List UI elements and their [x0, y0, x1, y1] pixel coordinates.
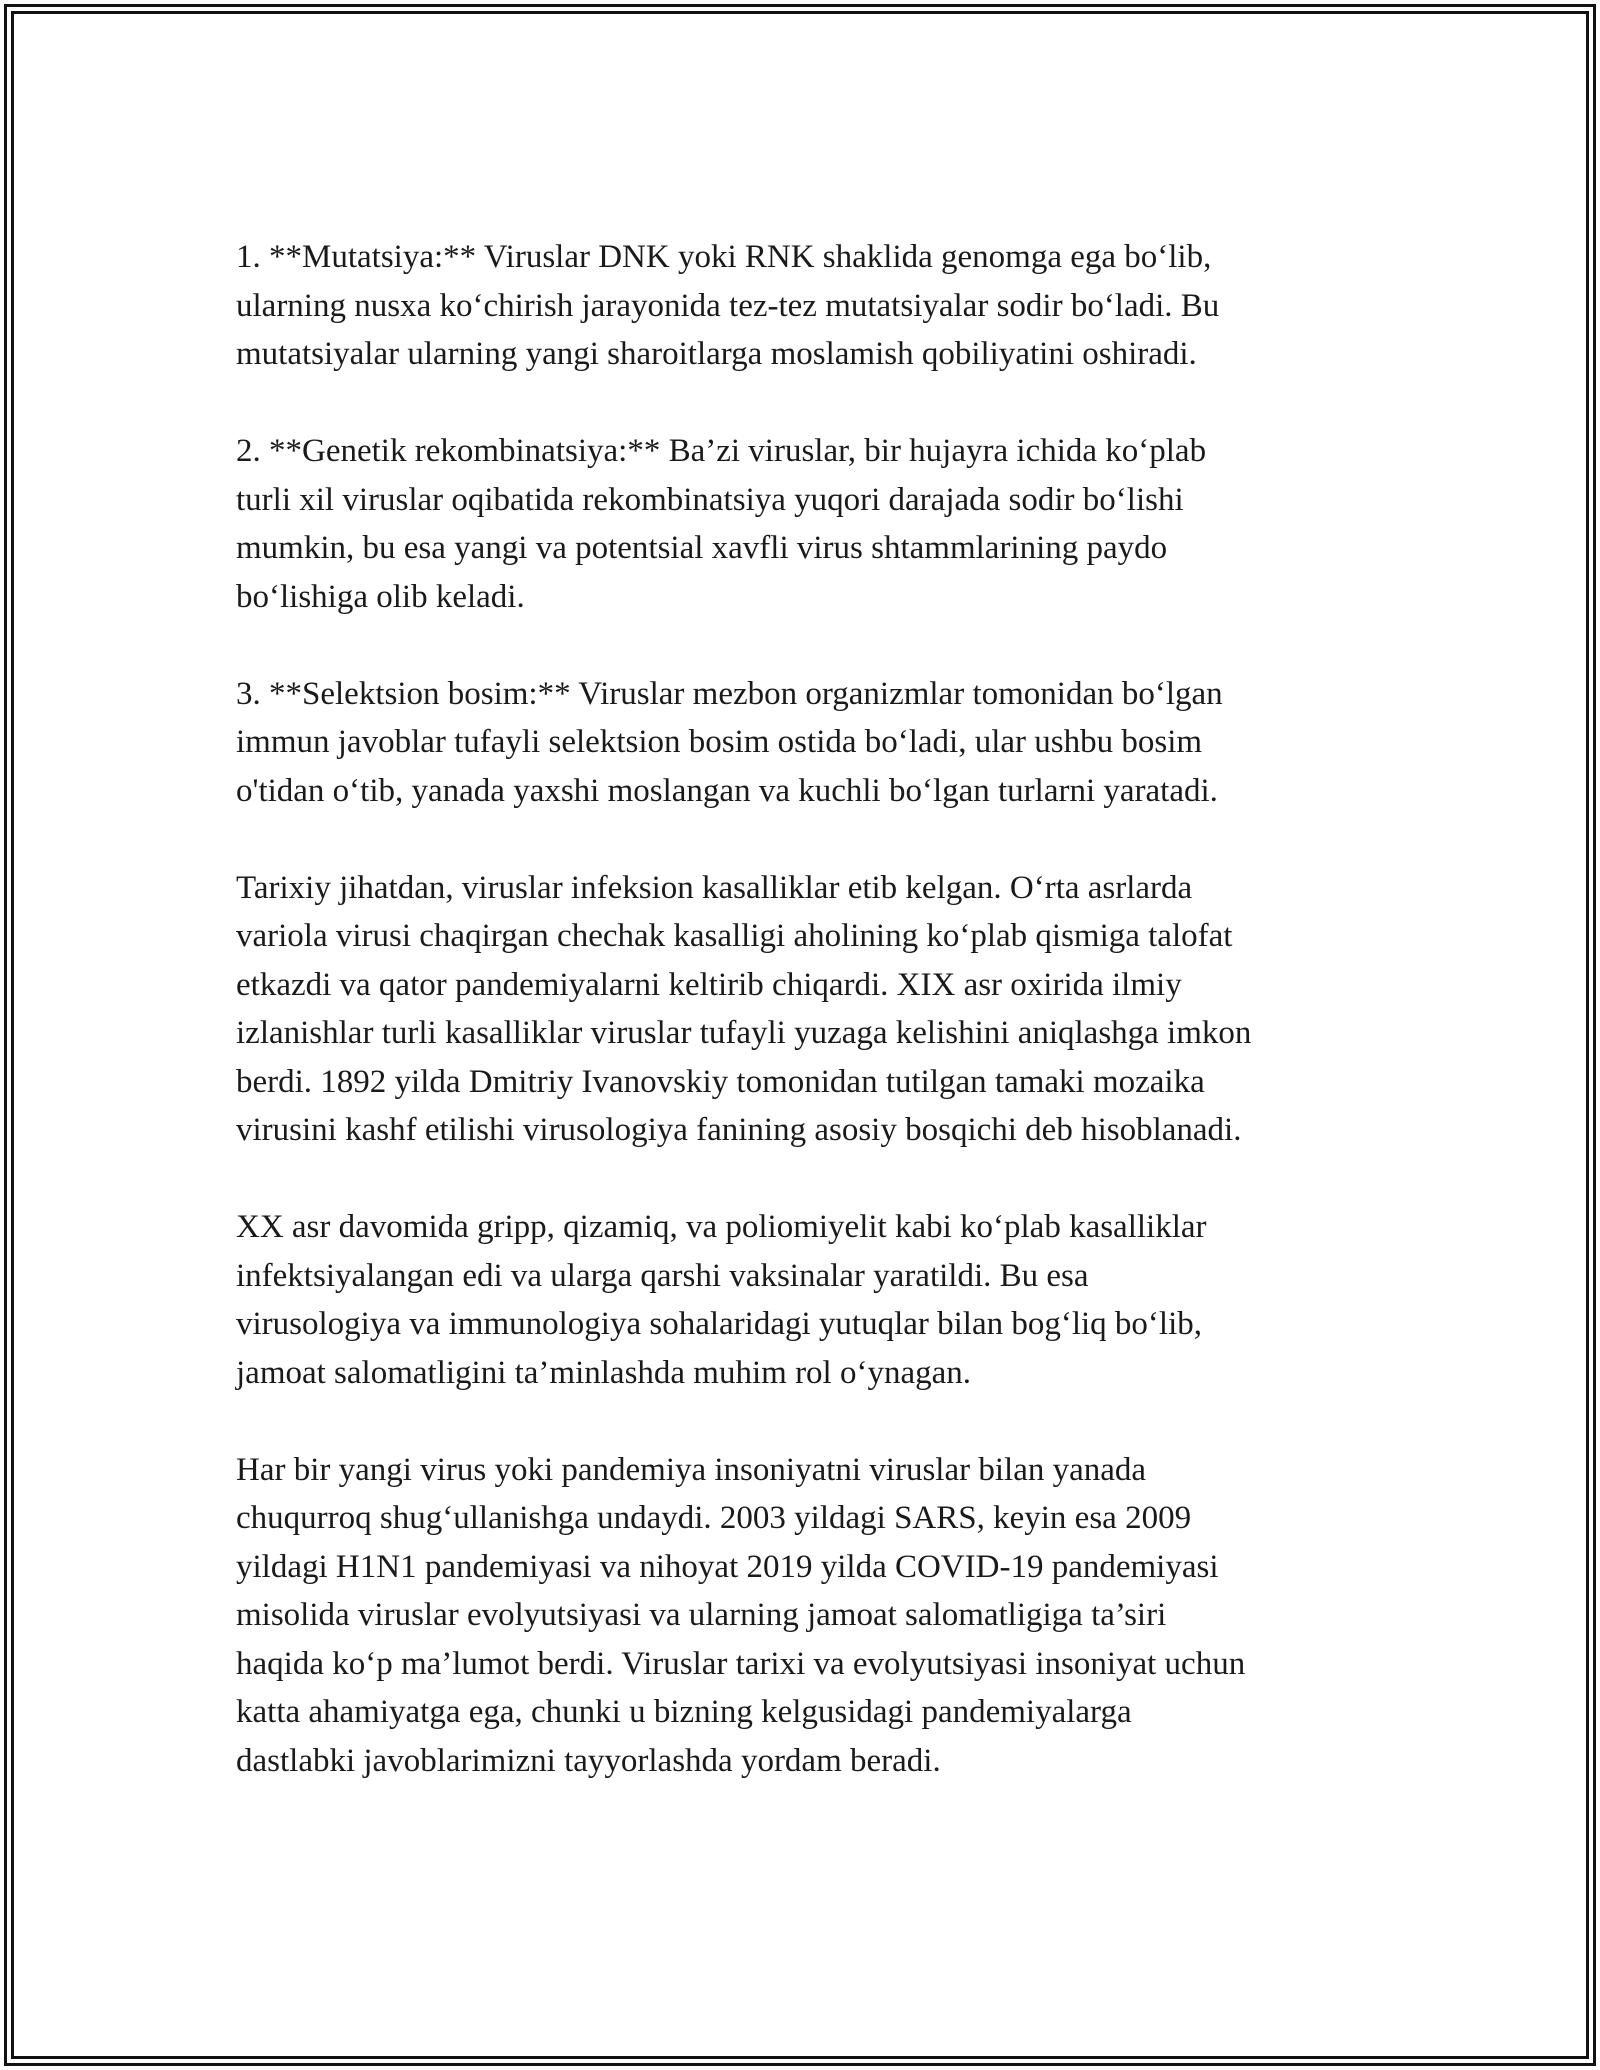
- paragraph-selection-pressure: 3. **Selektsion bosim:** Viruslar mezbon organizmlar tomonidan bo‘lgan immun javoblar tufayli selektsion bosim ostida bo‘ladi, ular ushbu bosim o'tidan o‘tib, yanada yaxshi moslangan va kuchli bo‘lgan turlarni yaratadi.: [236, 675, 1223, 809]
- document-body: [236, 233, 1386, 1834]
- paragraph-pandemics: Har bir yangi virus yoki pandemiya insoniyatni viruslar bilan yanada chuqurroq shug‘ullanishga undaydi. 2003 yildagi SARS, keyin esa 2009 yildagi H1N1 pandemiyasi va nihoyat 2019 yilda COVID-19 pandemiyasi misolida viruslar evolyutsiyasi va ularning jamoat salomatligiga ta’siri haqida ko‘p ma’lumot berdi. Viruslar tarixi va evolyutsiyasi insoniyat uchun katta ahamiyatga ega, chunki u bizning kelgusidagi pandemiyalarga dastlabki javoblarimizni tayyorlashda yordam beradi.: [236, 1451, 1246, 1779]
- paragraph-mutation: 1. **Mutatsiya:** Viruslar DNK yoki RNK shaklida genomga ega bo‘lib, ularning nusxa ko‘chirish jarayonida tez-tez mutatsiyalar sodir bo‘ladi. Bu mutatsiyalar ularning yangi sharoitlarga moslamish qobiliyatini oshiradi.: [236, 239, 1220, 372]
- paragraph-twentieth-century: XX asr davomida gripp, qizamiq, va poliomiyelit kabi ko‘plab kasalliklar infektsiyalangan edi va ularga qarshi vaksinalar yaratildi. Bu esa virusologiya va immunologiya sohalaridagi yutuqlar bilan bog‘liq bo‘lib, jamoat salomatligini ta’minlashda muhim rol o‘ynagan.: [236, 1209, 1207, 1391]
- paragraph-recombination: 2. **Genetik rekombinatsiya:** Ba’zi viruslar, bir hujayra ichida ko‘plab turli xil viruslar oqibatida rekombinatsiya yuqori darajada sodir bo‘lishi mumkin, bu esa yangi va potentsial xavfli virus shtammlarining paydo bo‘lishiga olib keladi.: [236, 433, 1207, 615]
- paragraph-history: Tarixiy jihatdan, viruslar infeksion kasalliklar etib kelgan. O‘rta asrlarda variola virusi chaqirgan chechak kasalligi aholining ko‘plab qismiga talofat etkazdi va qator pandemiyalarni keltirib chiqardi. XIX asr oxirida ilmiy izlanishlar turli kasalliklar viruslar tufayli yuzaga kelishini aniqlashga imkon berdi. 1892 yilda Dmitriy Ivanovskiy tomonidan tutilgan tamaki mozaika virusini kashf etilishi virusologiya fanining asosiy bosqichi deb hisoblanadi.: [236, 869, 1252, 1148]
